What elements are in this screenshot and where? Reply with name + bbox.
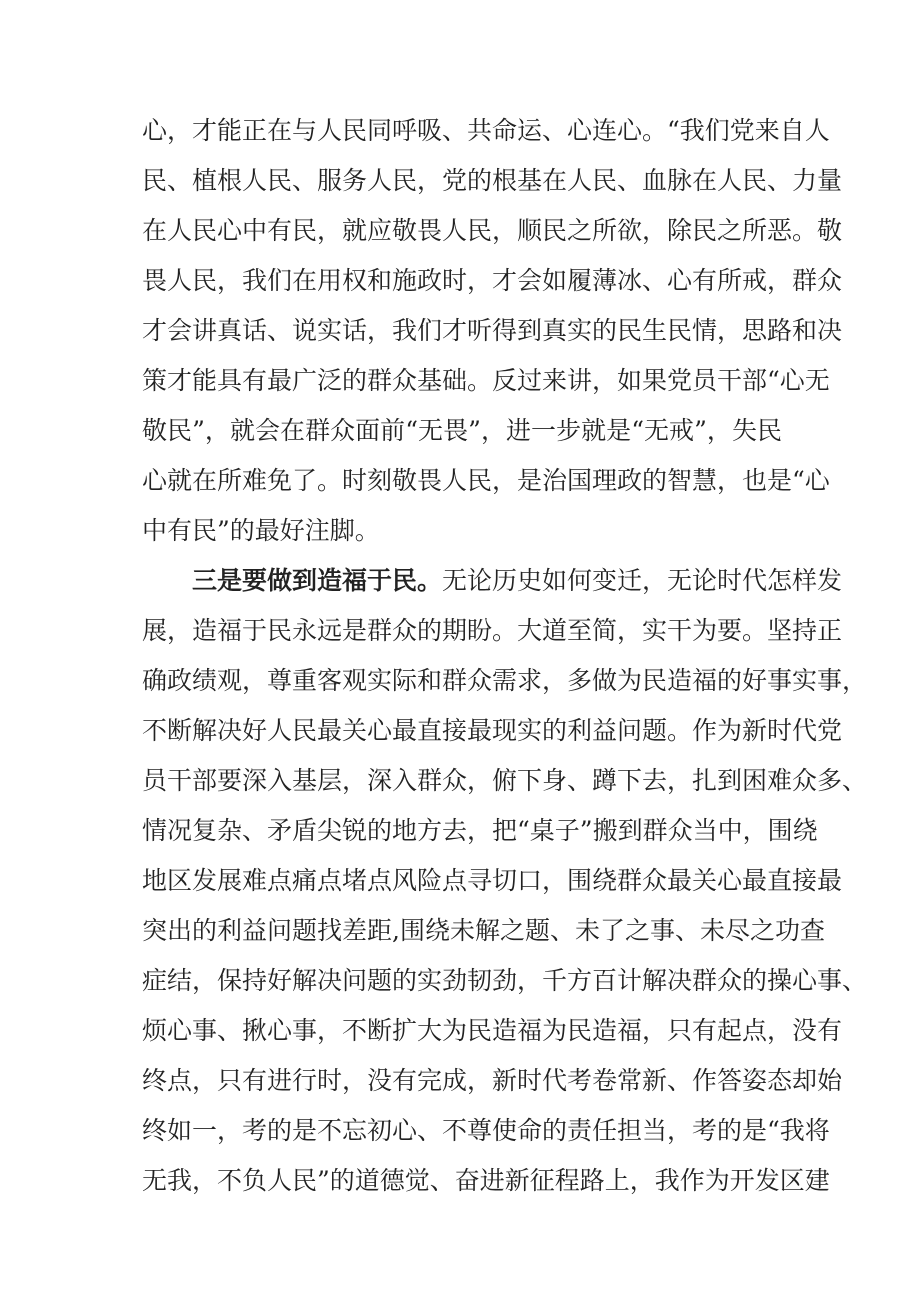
paragraph-line: 无我，不负人民”的道德觉、奋进新征程路上，我作为开发区建 (142, 1166, 830, 1195)
paragraph-line: 地区发展难点痛点堵点风险点寻切口，围绕群众最关心最直接最 (142, 866, 843, 895)
paragraph-line: 展，造福于民永远是群众的期盼。大道至简，实干为要。坚持正 (142, 616, 843, 645)
paragraph-line: 烦心事、揪心事，不断扩大为民造福为民造福，只有起点，没有 (142, 1016, 843, 1045)
paragraph-line: 中有民”的最好注脚。 (142, 516, 380, 545)
paragraph-line: 敬民”，就会在群众面前“无畏”，进一步就是“无戒”，失民 (142, 416, 782, 445)
paragraph-line: 才会讲真话、说实话，我们才听得到真实的民生民情，思路和决 (142, 316, 843, 345)
paragraph-indent (142, 566, 192, 595)
paragraph-line: 心，才能正在与人民同呼吸、共命运、心连心。“我们党来自人 (142, 116, 830, 145)
paragraph-first-line (142, 556, 843, 606)
paragraph-line: 民、植根人民、服务人民，党的根基在人民、血脉在人民、力量 (142, 166, 843, 195)
paragraph-line: 员干部要深入基层，深入群众，俯下身、蹲下去，扎到困难众多、 (142, 766, 868, 795)
paragraph-line: 在人民心中有民，就应敬畏人民，顺民之所欲，除民之所恶。敬 (142, 216, 843, 245)
paragraph-respect-people (142, 106, 843, 556)
first-line-text: 无论历史如何变迁，无论时代怎样发 (442, 566, 843, 595)
paragraph-line: 确政绩观，尊重客观实际和群众需求，多做为民造福的好事实事， (142, 666, 868, 695)
paragraph-line: 症结，保持好解决问题的实劲韧劲，千方百计解决群众的操心事、 (142, 966, 868, 995)
section-heading: 三是要做到造福于民。 (192, 566, 443, 595)
paragraph-line: 突出的利益问题找差距,围绕未解之题、未了之事、未尽之功查 (142, 916, 825, 945)
paragraph-line: 畏人民，我们在用权和施政时，才会如履薄冰、心有所戒，群众 (142, 266, 843, 295)
paragraph-line: 情况复杂、矛盾尖锐的地方去，把“桌子”搬到群众当中，围绕 (142, 816, 818, 845)
paragraph-line: 策才能具有最广泛的群众基础。反过来讲，如果党员干部“心无 (142, 366, 830, 395)
paragraph-line: 终如一，考的是不忘初心、不尊使命的责任担当，考的是“我将 (142, 1116, 830, 1145)
paragraph-line: 不断解决好人民最关心最直接最现实的利益问题。作为新时代党 (142, 716, 843, 745)
paragraph-line: 心就在所难免了。时刻敬畏人民，是治国理政的智慧，也是“心 (142, 466, 830, 495)
paragraph-line: 终点，只有进行时，没有完成，新时代考卷常新、作答姿态却始 (142, 1066, 843, 1095)
paragraph-benefit-people (142, 556, 868, 1206)
